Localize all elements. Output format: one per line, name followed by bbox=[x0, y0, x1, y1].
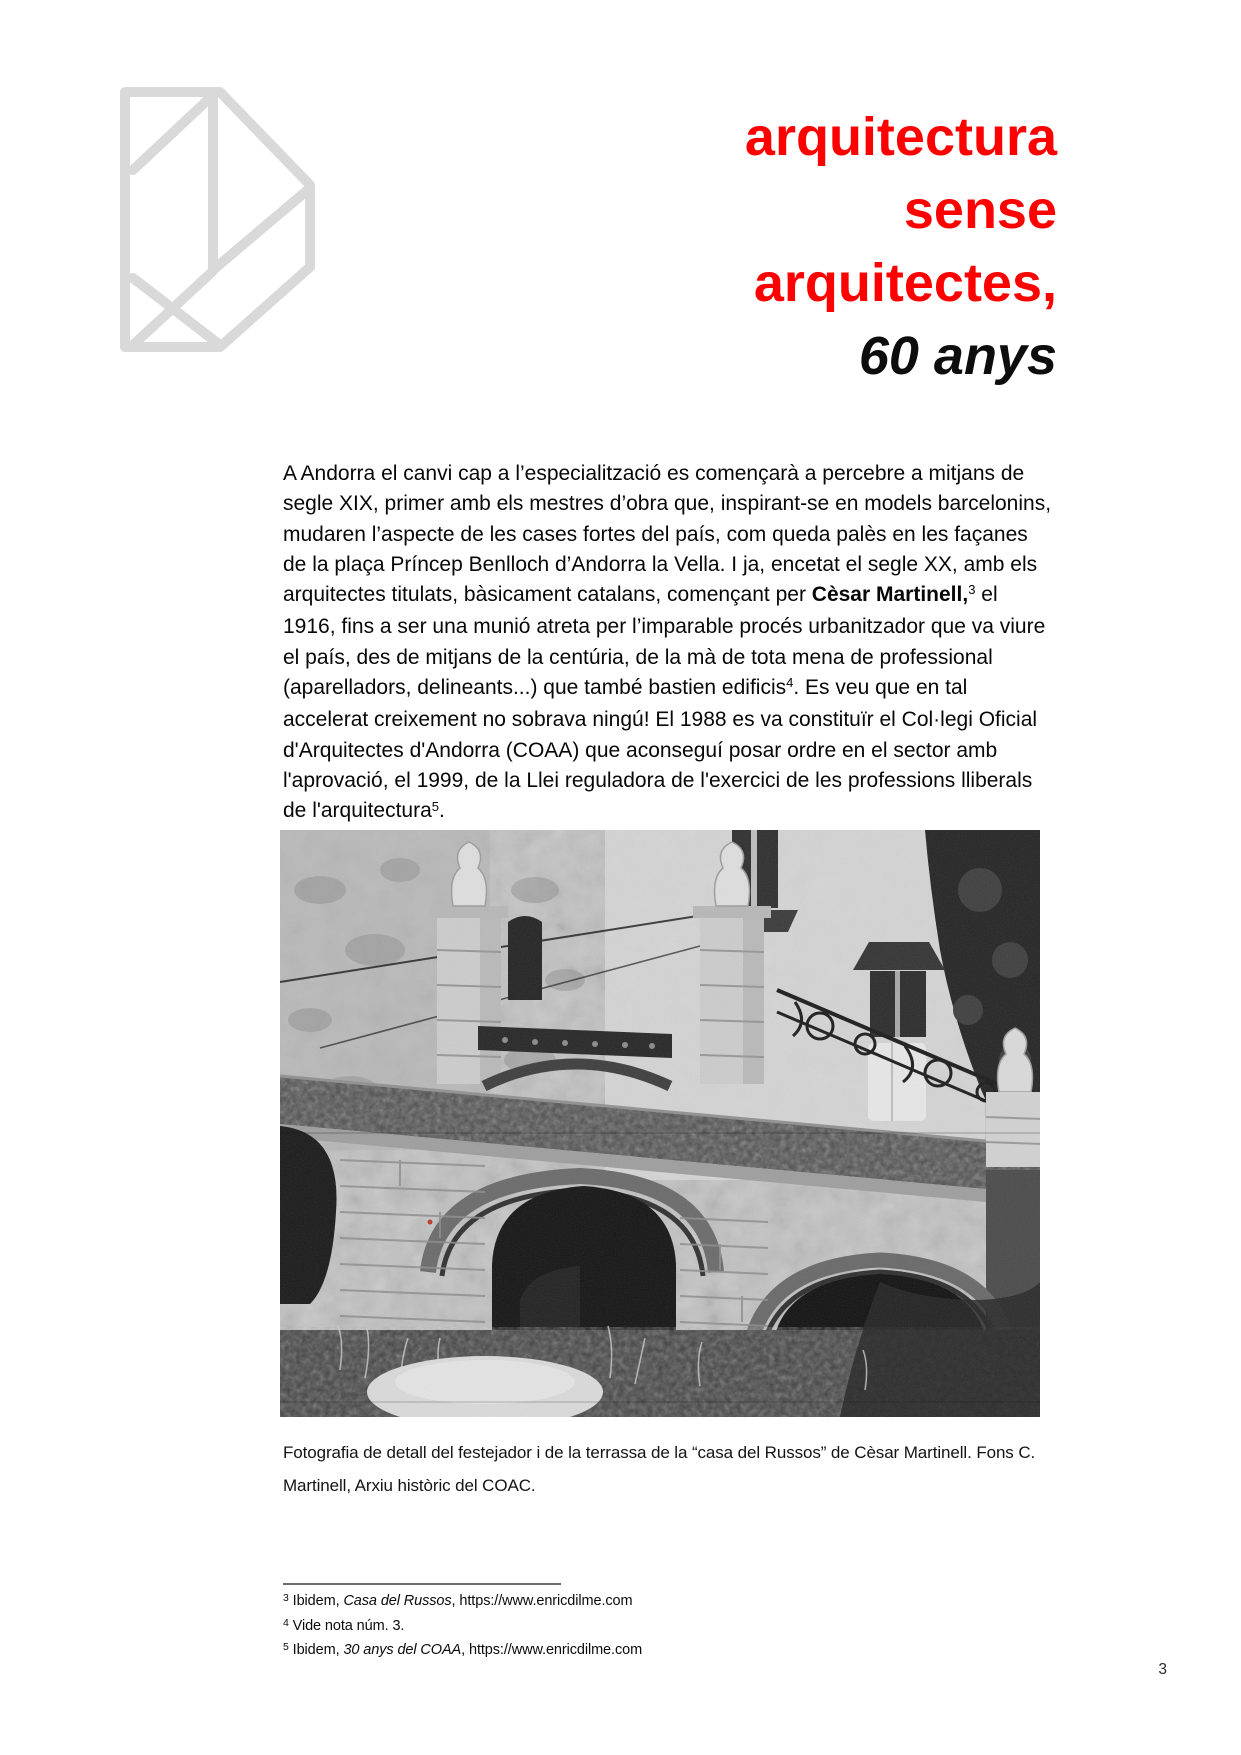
photo-caption-line-1: Fotografia de detall del festejador i de la terrassa de la “casa del Russos” de Cèsar Martinell. Fons C. bbox=[283, 1443, 1036, 1462]
photo-illustration bbox=[280, 830, 1040, 1417]
geometric-logo bbox=[118, 85, 315, 352]
footnote-5: $^5$ Ibidem, 30 anys del COAA, https://www.enricdilme.com bbox=[283, 1642, 643, 1658]
footnote-separator bbox=[283, 1583, 561, 1585]
photo-caption bbox=[283, 1436, 1065, 1502]
title-line-2: sense bbox=[903, 180, 1057, 240]
footnote-3: $^3$ Ibidem, Casa del Russos, https://www.enricdilme.com bbox=[283, 1593, 633, 1609]
body-paragraph: A Andorra el canvi cap a l’especialització es començarà a percebre a mitjans de segle XIX, primer amb els mestres d’obra que, inspirant-se en models barcelonins, mudaren l’aspecte de les cases fortes del país, com queda palès en les façanes de la plaça Príncep Benlloch d’Andorra la Vella. I ja, encetat el segle XX, amb els arquitectes titulats, bàsicament catalans, començant per Cèsar Martinell,$^3$ el 1916, fins a ser una munió atreta per l’imparable procés urbanitzador que va viure el país, des de mitjans de la centúria, de la mà de tota mena de professional (aparelladors, delineants...) que també bastien edificis$^4$. Es veu que en tal accelerat creixement no sobrava ningú! El 1988 es va constituïr el Col·legi Oficial d'Arquitectes d'Andorra (COAA) que aconseguí posar ordre en el sector amb l'aprovació, el 1999, de la Llei reguladora de l'exercici de les professions lliberals de l'arquitectura$^5$. bbox=[283, 462, 1052, 823]
page-number: 3 bbox=[1158, 1661, 1167, 1678]
title-line-3: arquitectes, bbox=[753, 253, 1057, 313]
page-title bbox=[417, 101, 1057, 393]
title-line-1: arquitectura bbox=[744, 107, 1057, 167]
title-line-4: 60 anys bbox=[858, 326, 1057, 386]
footnotes bbox=[283, 1590, 1003, 1664]
photo-caption-line-2: Martinell, Arxiu històric del COAC. bbox=[283, 1476, 536, 1495]
footnote-4: $^4$ Vide nota núm. 3. bbox=[283, 1617, 405, 1634]
photo-casa-del-russos bbox=[280, 830, 1040, 1417]
